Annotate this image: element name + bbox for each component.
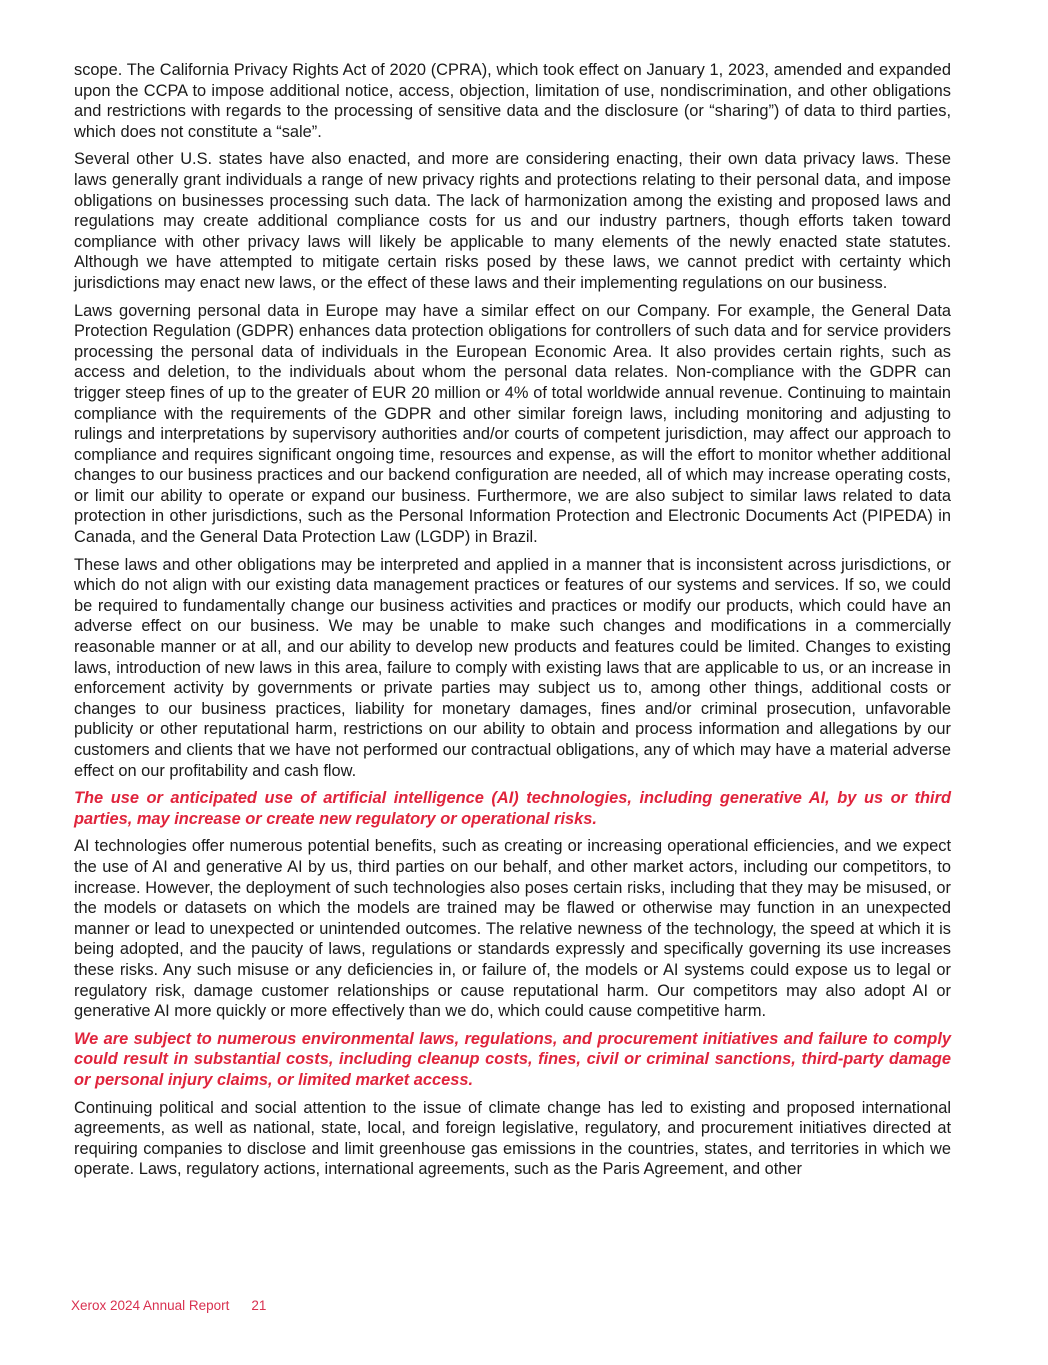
risk-heading-environmental: We are subject to numerous environmental laws, regulations, and procurement initiatives and failure to comply could result in substantial costs, including cleanup costs, fines, civil or criminal sanctions, third-party damage or personal injury claims, or limited market access. — [74, 1029, 951, 1089]
paragraph-inconsistent-obligations: These laws and other obligations may be interpreted and applied in a manner that is inconsistent across jurisdictions, or which do not align with our existing data management practices or features of our systems and services. If so, we could be required to fundamentally change our business activities and practices or modify our products, which could have an adverse effect on our business. We may be unable to make such changes and modifications in a commercially reasonable manner or at all, and our ability to develop new products and features could be limited. Changes to existing laws, introduction of new laws in this area, failure to comply with existing laws that are applicable to us, or an increase in enforcement activity by governments or private parties may subject us to, among other things, additional costs or changes to our business practices, liability for monetary damages, fines and/or criminal prosecution, unfavorable publicity or other reputational harm, restrictions on our ability to obtain and process information and allegations by our customers and clients that we have not performed our contractual obligations, any of which may have a material adverse effect on our profitability and cash flow. — [74, 555, 951, 780]
risk-heading-ai: The use or anticipated use of artificial intelligence (AI) technologies, including generative AI, by us or third parties, may increase or create new regulatory or operational risks. — [74, 789, 951, 828]
footer-report-title: Xerox 2024 Annual Report — [71, 1298, 230, 1313]
document-body — [74, 60, 951, 1187]
paragraph-gdpr: Laws governing personal data in Europe may have a similar effect on our Company. For example, the General Data Protection Regulation (GDPR) enhances data protection obligations for controllers of such data and for service providers processing the personal data of individuals in the European Economic Area. It also provides certain rights, such as access and deletion, to the individuals about whom the personal data relates. Non-compliance with the GDPR can trigger steep fines of up to the greater of EUR 20 million or 4% of total worldwide annual revenue. Continuing to maintain compliance with the requirements of the GDPR and other similar foreign laws, including monitoring and adjusting to rulings and interpretations by supervisory authorities and/or courts of competent jurisdiction, may affect our approach to compliance and requires significant ongoing time, resources and expense, as will the effort to monitor whether additional changes to our business practices and our backend configuration are needed, all of which may increase operating costs, or limit our ability to operate or expand our business. Furthermore, we are also subject to similar laws related to data protection in other jurisdictions, such as the Personal Information Protection and Electronic Documents Act (PIPEDA) in Canada, and the General Data Protection Law (LGDP) in Brazil. — [74, 301, 951, 547]
page-number: 21 — [251, 1298, 267, 1313]
paragraph-climate-change: Continuing political and social attention to the issue of climate change has led to existing and proposed international agreements, as well as national, state, local, and foreign legislative, regulatory, and procurement initiatives directed at requiring companies to disclose and limit greenhouse gas emissions in the countries, states, and territories in which we operate. Laws, regulatory actions, international agreements, such as the Paris Agreement, and other — [74, 1098, 951, 1179]
paragraph-ai-technologies: AI technologies offer numerous potential benefits, such as creating or increasing operational efficiencies, and we expect the use of AI and generative AI by us, third parties on our behalf, and other market actors, including our competitors, to increase. However, the deployment of such technologies also poses certain risks, including that they may be misused, or the models or datasets on which the models are trained may be flawed or otherwise may function in an unexpected manner or lead to unexpected or unintended outcomes. The relative newness of the technology, the speed at which it is being adopted, and the paucity of laws, regulations or standards expressly and specifically governing its use increases these risks. Any such misuse or any deficiencies in, or failure of, the models or AI systems could expose us to legal or regulatory risk, damage customer relationships or cause reputational harm. Our competitors may also adopt AI or generative AI more quickly or more effectively than we do, which could cause competitive harm. — [74, 837, 951, 1021]
paragraph-cpra: scope. The California Privacy Rights Act of 2020 (CPRA), which took effect on January 1, 2023, amended and expanded upon the CCPA to impose additional notice, access, objection, limitation of use, nondiscrimination, and other obligations and restrictions with regards to the processing of sensitive data and the disclosure (or “sharing”) of data to third parties, which does not constitute a “sale”. — [74, 61, 951, 141]
page-footer — [71, 1298, 266, 1313]
paragraph-us-state-laws: Several other U.S. states have also enacted, and more are considering enacting, their own data privacy laws. These laws generally grant individuals a range of new privacy rights and protections relating to their personal data, and impose obligations on businesses processing such data. The lack of harmonization among the existing and proposed laws and regulations may create additional compliance costs for us and our industry partners, though efforts taken toward compliance with other privacy laws will likely be applicable to many elements of the newly enacted state statutes. Although we have attempted to mitigate certain risks posed by these laws, we cannot predict with certainty which jurisdictions may enact new laws, or the effect of these laws and their implementing regulations on our business. — [74, 150, 951, 292]
